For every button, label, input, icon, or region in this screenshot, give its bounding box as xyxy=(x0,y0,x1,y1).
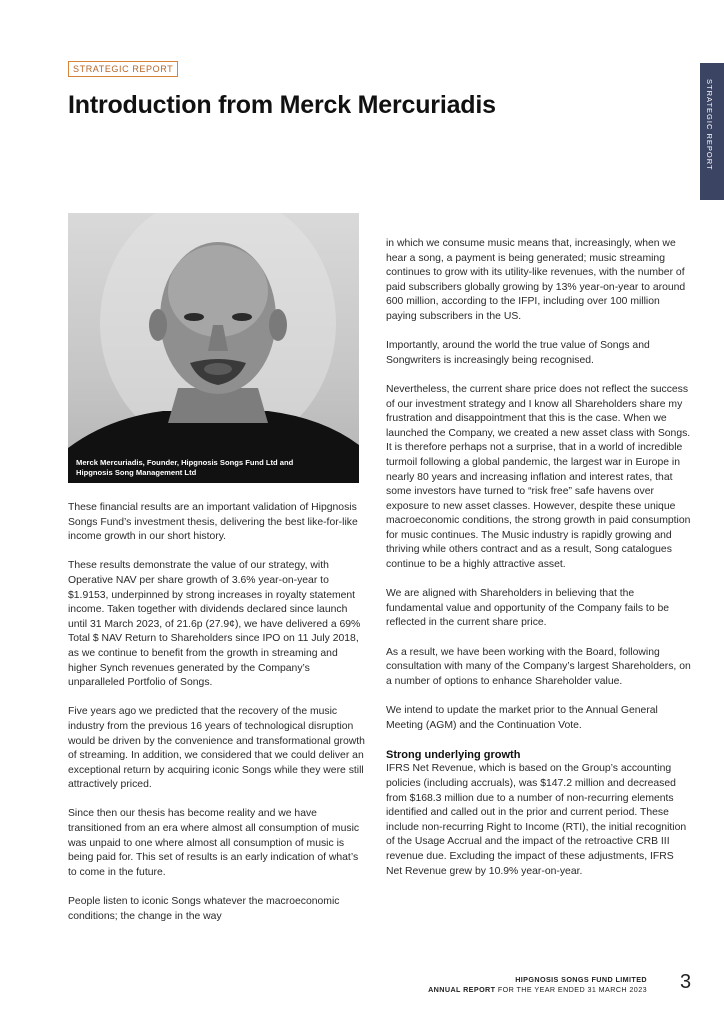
caption-line-1: Merck Mercuriadis, Founder, Hipgnosis Songs Fund Ltd and xyxy=(76,458,294,467)
subheading-strong-growth: Strong underlying growth xyxy=(386,748,521,761)
page-title: Introduction from Merck Mercuriadis xyxy=(68,91,496,119)
footer-company: HIPGNOSIS SONGS FUND LIMITED xyxy=(515,975,647,984)
paragraph: As a result, we have been working with the Board, following consultation with many of the Company’s largest Shareholders, on a number of options to enhance Shareholder value. xyxy=(386,646,691,687)
section-tag: STRATEGIC REPORT xyxy=(68,61,178,77)
paragraph: Importantly, around the world the true value of Songs and Songwriters is increasingly being recognised. xyxy=(386,340,650,366)
paragraph: IFRS Net Revenue, which is based on the Group’s accounting policies (including accruals), was $147.2 million and decreased from $168.3 million due to a number of non-recurring elements identified and called out in the prior and current period. These include non-recurring Right to Income (RTI), the initial recognition of the Usage Accrual and the impact of the retroactive CRB III revenue due. Excluding the impact of these adjustments, IFRS Net Revenue grew by 10.9% year-on-year. xyxy=(386,763,687,877)
page-footer xyxy=(428,975,647,995)
side-tab-label: STRATEGIC REPORT xyxy=(705,79,714,171)
paragraph: These financial results are an important validation of Hipgnosis Songs Fund’s investment thesis, delivering the best like-for-like income growth in our short history. xyxy=(68,502,358,543)
right-text-column xyxy=(386,237,692,894)
paragraph: People listen to iconic Songs whatever the macroeconomic conditions; the change in the way xyxy=(68,896,340,922)
paragraph: These results demonstrate the value of our strategy, with Operative NAV per share growth of 3.6% year-on-year to $1.9153, underpinned by strong increases in royalty statement income. Taken together with dividends declared since launch until 31 March 2023, of 21.6p (27.9¢), we have delivered a 69% Total $ NAV Return to Shareholders since IPO on 11 July 2018, as we continue to benefit from the growth in streaming and higher Synch revenues generated by the Company’s unparalleled Portfolio of Songs. xyxy=(68,560,361,689)
side-section-tab xyxy=(700,63,724,200)
paragraph: in which we consume music means that, increasingly, when we hear a song, a payment is being generated; music streaming continues to grow with its utility-like revenues, with the number of paid subscribers globally growing by 13% year-on-year to around 600 million, according to the IFPI, including over 100 million paying subscribers in the US. xyxy=(386,238,686,322)
paragraph: Since then our thesis has become reality and we have transitioned from an era where almost all consumption of music was unpaid to one where almost all consumption of music is being paid for. This set of results is an early indication of what’s to come in the future. xyxy=(68,808,360,878)
portrait-photo xyxy=(68,213,359,483)
paragraph: We intend to update the market prior to the Annual General Meeting (AGM) and the Continuation Vote. xyxy=(386,705,658,731)
paragraph: Five years ago we predicted that the recovery of the music industry from the previous 16 years of technological disruption would be driven by the convenience and transformational growth of streaming. In addition, we considered that we could deliver an exceptional return by acquiring iconic Songs while they were still attractively priced. xyxy=(68,706,365,791)
photo-caption xyxy=(76,458,351,477)
page-number: 3 xyxy=(680,971,692,993)
paragraph: Nevertheless, the current share price does not reflect the success of our investment strategy and I know all Shareholders share my frustration and disappointment that this is the case. When we launched the Company, we created a new asset class with Songs. It is therefore perhaps not a surprise, that in a world of incredible turmoil following a global pandemic, the largest war in Europe in nearly 80 years and increasing inflation and interest rates, that some investors have turned to “risk free” safe havens over exposure to new asset classes. However, despite these unique macroeconomic conditions, the strong growth in paid consumption for music continues. The Music industry is rapidly growing and thriving while others contract and as a result, Song catalogues continue to be a highly attractive asset. xyxy=(386,383,691,571)
footer-report: ANNUAL REPORT FOR THE YEAR ENDED 31 MARCH 2023 xyxy=(428,985,647,994)
left-text-column xyxy=(68,501,368,939)
caption-line-2: Hipgnosis Song Management Ltd xyxy=(76,467,197,477)
portrait-illustration xyxy=(68,213,359,483)
paragraph: We are aligned with Shareholders in believing that the fundamental value and opportunity of the Company fails to be reflected in the current share price. xyxy=(386,588,670,629)
